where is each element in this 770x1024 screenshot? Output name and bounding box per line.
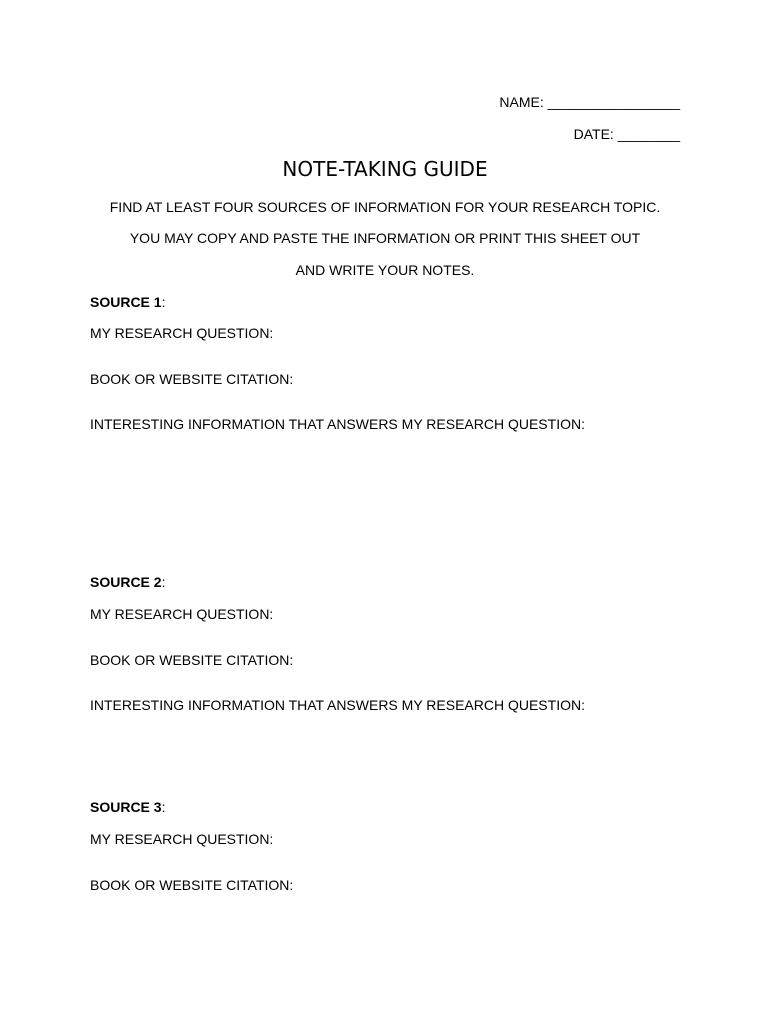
- source-3-colon: :: [161, 799, 166, 815]
- source-2-label: SOURCE 2: [90, 574, 162, 590]
- source-1-citation: BOOK OR WEBSITE CITATION:: [90, 371, 294, 387]
- source-2-colon: :: [161, 574, 166, 590]
- source-1-heading: [90, 294, 165, 310]
- source-3-label: SOURCE 3: [90, 799, 162, 815]
- source-2-heading: [90, 574, 165, 590]
- source-1-information: INTERESTING INFORMATION THAT ANSWERS MY RESEARCH QUESTION:: [90, 416, 585, 432]
- source-1-colon: :: [161, 294, 166, 310]
- date-field: DATE: ________: [573, 126, 680, 142]
- source-2-information: INTERESTING INFORMATION THAT ANSWERS MY RESEARCH QUESTION:: [90, 697, 585, 713]
- source-1-research-question: MY RESEARCH QUESTION:: [90, 325, 274, 341]
- source-3-citation: BOOK OR WEBSITE CITATION:: [90, 877, 294, 893]
- source-1-label: SOURCE 1: [90, 294, 162, 310]
- source-3-research-question: MY RESEARCH QUESTION:: [90, 831, 274, 847]
- page-title: NOTE-TAKING GUIDE: [282, 157, 488, 181]
- source-3-heading: [90, 799, 165, 815]
- source-2-citation: BOOK OR WEBSITE CITATION:: [90, 652, 294, 668]
- intro-line-1: FIND AT LEAST FOUR SOURCES OF INFORMATION FOR YOUR RESEARCH TOPIC.: [109, 199, 661, 215]
- intro-line-3: AND WRITE YOUR NOTES.: [295, 262, 475, 278]
- intro-line-2: YOU MAY COPY AND PASTE THE INFORMATION OR PRINT THIS SHEET OUT: [129, 230, 641, 246]
- source-2-research-question: MY RESEARCH QUESTION:: [90, 606, 274, 622]
- name-field: NAME: _________________: [499, 94, 680, 110]
